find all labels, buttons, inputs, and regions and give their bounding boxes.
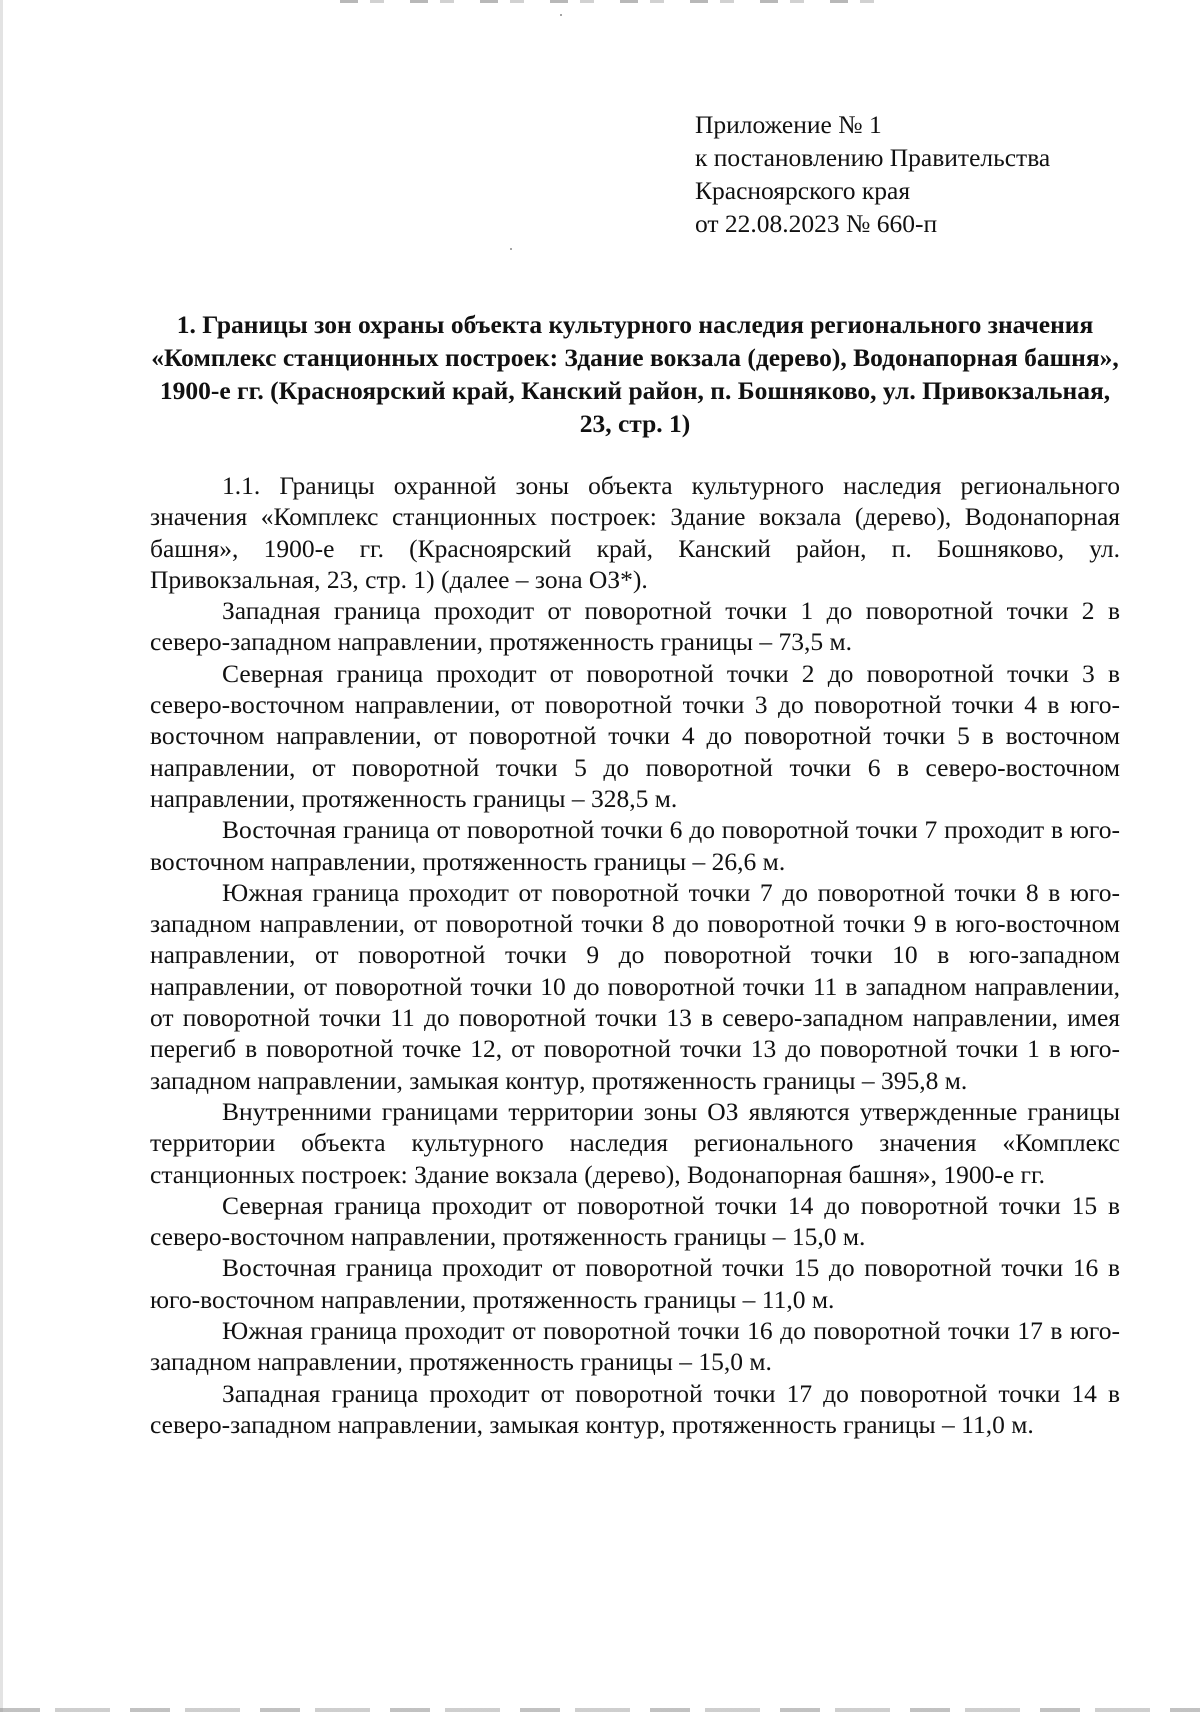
paragraph-inner-west-boundary: Западная граница проходит от поворотной точки 17 до поворотной точки 14 в северо-западном направлении, замыкая контур, протяженность границы – 11,0 м.	[150, 1378, 1120, 1439]
paragraph-protection-zone-definition: 1.1. Границы охранной зоны объекта культурного наследия регионального значения «Комплекс станционных построек: Здание вокзала (дерево), Водонапорная башня», 1900-е гг. (Красноярский край, Канский район, п. Бошняково, ул. Привокзальная, 23, стр. 1) (далее – зона ОЗ*).	[150, 471, 1120, 594]
scan-speck	[510, 248, 512, 250]
document-body	[150, 470, 1120, 1440]
paragraph-inner-south-boundary: Южная граница проходит от поворотной точки 16 до поворотной точки 17 в юго-западном направлении, протяженность границы – 15,0 м.	[150, 1316, 1120, 1377]
appendix-number: Приложение № 1	[695, 110, 882, 139]
scan-artifact-left-edge	[0, 0, 3, 1712]
section-heading: 1. Границы зон охраны объекта культурного наследия регионального значения «Комплекс станционных построек: Здание вокзала (дерево), Водонапорная башня», 1900-е гг. (Красноярский край, Канский район, п. Бошняково, ул. Привокзальная, 23, стр. 1)	[151, 310, 1119, 438]
scan-artifact-top	[340, 0, 900, 3]
paragraph-north-boundary: Северная граница проходит от поворотной точки 2 до поворотной точки 3 в северо-восточном направлении, от поворотной точки 3 до поворотной точки 4 в юго-восточном направлении, от поворотной точки 4 до поворотной точки 5 в восточном направлении, от поворотной точки 5 до поворотной точки 6 в северо-восточном направлении, протяженность границы – 328,5 м.	[150, 658, 1120, 813]
paragraph-south-boundary: Южная граница проходит от поворотной точки 7 до поворотной точки 8 в юго-западном направлении, от поворотной точки 8 до поворотной точки 9 в юго-восточном направлении, от поворотной точки 9 до поворотной точки 10 в юго-западном направлении, от поворотной точки 10 до поворотной точки 11 в западном направлении, от поворотной точки 11 до поворотной точки 13 в северо-западном направлении, имея перегиб в поворотной точке 12, от поворотной точки 13 до поворотной точки 1 в юго-западном направлении, замыкая контур, протяженность границы – 395,8 м.	[150, 877, 1120, 1095]
scan-speck	[560, 14, 562, 16]
paragraph-west-boundary: Западная граница проходит от поворотной точки 1 до поворотной точки 2 в северо-западном направлении, протяженность границы – 73,5 м.	[150, 596, 1120, 657]
paragraph-east-boundary: Восточная граница от поворотной точки 6 до поворотной точки 7 проходит в юго-восточном направлении, протяженность границы – 26,6 м.	[150, 815, 1120, 876]
paragraph-inner-east-boundary: Восточная граница проходит от поворотной точки 15 до поворотной точки 16 в юго-восточном направлении, протяженность границы – 11,0 м.	[150, 1253, 1120, 1314]
appendix-region: Красноярского края	[695, 176, 911, 205]
appendix-header	[695, 108, 1155, 240]
appendix-resolution-ref: к постановлению Правительства	[695, 143, 1051, 172]
paragraph-inner-north-boundary: Северная граница проходит от поворотной точки 14 до поворотной точки 15 в северо-восточном направлении, протяженность границы – 15,0 м.	[150, 1190, 1120, 1252]
appendix-date-number: от 22.08.2023 № 660-п	[695, 209, 938, 238]
scan-artifact-bottom	[0, 1708, 1200, 1712]
paragraph-inner-boundaries: Внутренними границами территории зоны ОЗ являются утвержденные границы территории объекта культурного наследия регионального значения «Комплекс станционных построек: Здание вокзала (дерево), Водонапорная башня», 1900-е гг.	[150, 1096, 1120, 1189]
